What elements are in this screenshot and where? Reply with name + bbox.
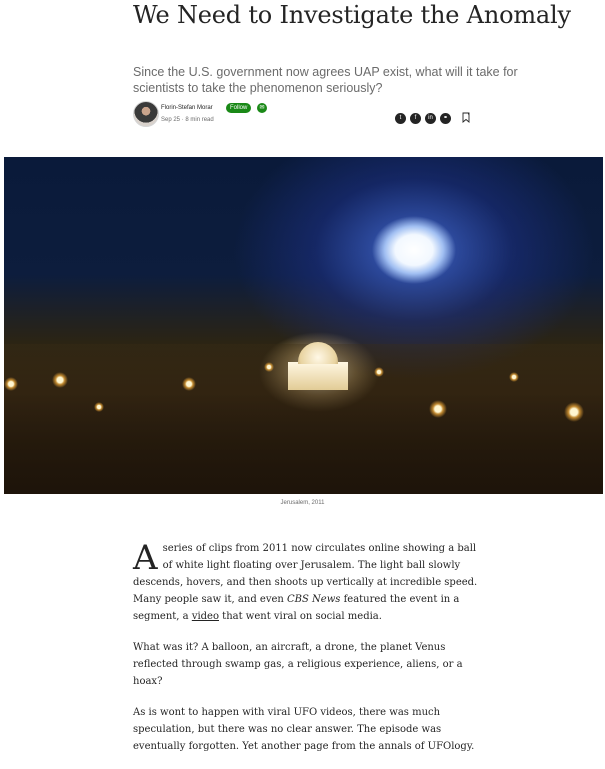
paragraph: What was it? A balloon, an aircraft, a drone, the planet Venus reflected through swamp gas, a religious experience, aliens, or a hoax? (133, 642, 463, 687)
city-light (564, 402, 584, 422)
city-light (182, 377, 196, 391)
article-title: We Need to Investigate the Anomaly (133, 1, 571, 29)
linkedin-icon[interactable]: in (425, 113, 436, 124)
drop-cap: A (133, 538, 158, 578)
article-subtitle: Since the U.S. government now agrees UAP exist, what will it take for scientists to take the phenomenon seriously? (133, 65, 518, 95)
city-light (94, 402, 104, 412)
author-name[interactable]: Florin-Stefan Morar (161, 105, 213, 111)
city-light (374, 367, 384, 377)
city-light (4, 377, 18, 391)
city-light (52, 372, 68, 388)
cbs-news-mention: CBS News (287, 594, 341, 605)
read-time: 8 min read (185, 117, 214, 123)
city-light (509, 372, 519, 382)
subscribe-icon[interactable]: ✉ (257, 103, 267, 113)
paragraph: Aseries of clips from 2011 now circulates online showing a ball of white light floating over Jerusalem. The light ball slowly descends, hovers, and then shoots up vertically at incredible speed. Many people saw it, and even CBS News featured the event in a segment, a video that went viral on social media. (133, 538, 478, 622)
article-meta: Sep 25 · 8 min read (161, 117, 214, 123)
paragraph: As is wont to happen with viral UFO videos, there was much speculation, but there was no clear answer. The episode was eventually forgotten. Yet another page from the annals of UFOlogy. (133, 707, 475, 752)
link-icon[interactable]: ⚭ (440, 113, 451, 124)
hero-image (4, 157, 603, 494)
facebook-icon[interactable]: f (410, 113, 421, 124)
follow-button[interactable]: Follow (226, 103, 251, 113)
twitter-icon[interactable]: t (395, 113, 406, 124)
bookmark-icon[interactable] (462, 112, 470, 123)
author-avatar[interactable] (133, 101, 159, 127)
mosque-building (288, 362, 348, 390)
video-link[interactable]: video (191, 611, 219, 622)
city-light (264, 362, 274, 372)
image-caption: Jerusalem, 2011 (280, 500, 325, 506)
city-light (429, 400, 447, 418)
publish-date: Sep 25 (161, 117, 181, 123)
